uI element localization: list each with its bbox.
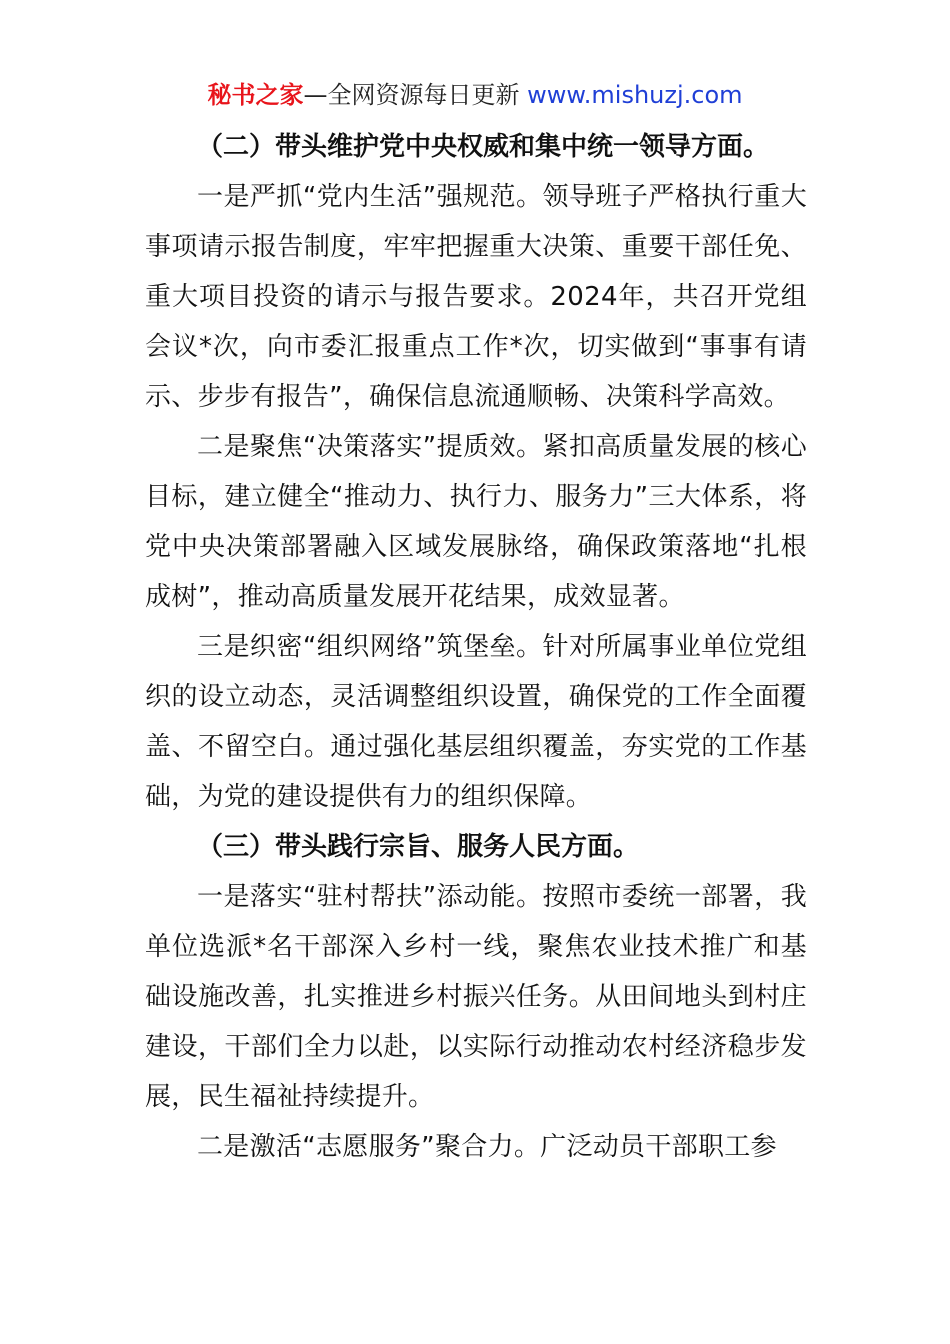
site-banner xyxy=(0,78,950,112)
section-heading: （三）带头践行宗旨、服务人民方面。 xyxy=(197,832,640,862)
paragraph: 二是激活“志愿服务”聚合力。广泛动员干部职工参 xyxy=(197,1132,777,1162)
section-two xyxy=(145,122,807,822)
brand-name: 秘书之家 xyxy=(207,81,304,109)
section-three xyxy=(145,822,807,1172)
section-heading: （二）带头维护党中央权威和集中统一领导方面。 xyxy=(197,132,770,162)
paragraph: 三是织密“组织网络”筑堡垒。针对所属事业单位党组织的设立动态，灵活调整组织设置，确保党的工作全面覆盖、不留空白。通过强化基层组织覆盖，夯实党的工作基础，为党的建设提供有力的组织保障。 xyxy=(145,632,807,812)
paragraph: 一是落实“驻村帮扶”添动能。按照市委统一部署，我单位选派*名干部深入乡村一线，聚焦农业技术推广和基础设施改善，扎实推进乡村振兴任务。从田间地头到村庄建设，干部们全力以赴，以实际行动推动农村经济稳步发展，民生福祉持续提升。 xyxy=(145,882,807,1112)
document-body xyxy=(145,122,807,1172)
site-url-link[interactable]: www.mishuzj.com xyxy=(527,81,743,109)
paragraph: 一是严抓“党内生活”强规范。领导班子严格执行重大事项请示报告制度，牢牢把握重大决策、重要干部任免、重大项目投资的请示与报告要求。2024年，共召开党组会议*次，向市委汇报重点工作*次，切实做到“事事有请示、步步有报告”，确保信息流通顺畅、决策科学高效。 xyxy=(145,182,807,412)
paragraph: 二是聚焦“决策落实”提质效。紧扣高质量发展的核心目标，建立健全“推动力、执行力、服务力”三大体系，将党中央决策部署融入区域发展脉络，确保政策落地“扎根成树”，推动高质量发展开花结果，成效显著。 xyxy=(145,432,807,612)
banner-tagline: —全网资源每日更新 xyxy=(303,81,528,109)
